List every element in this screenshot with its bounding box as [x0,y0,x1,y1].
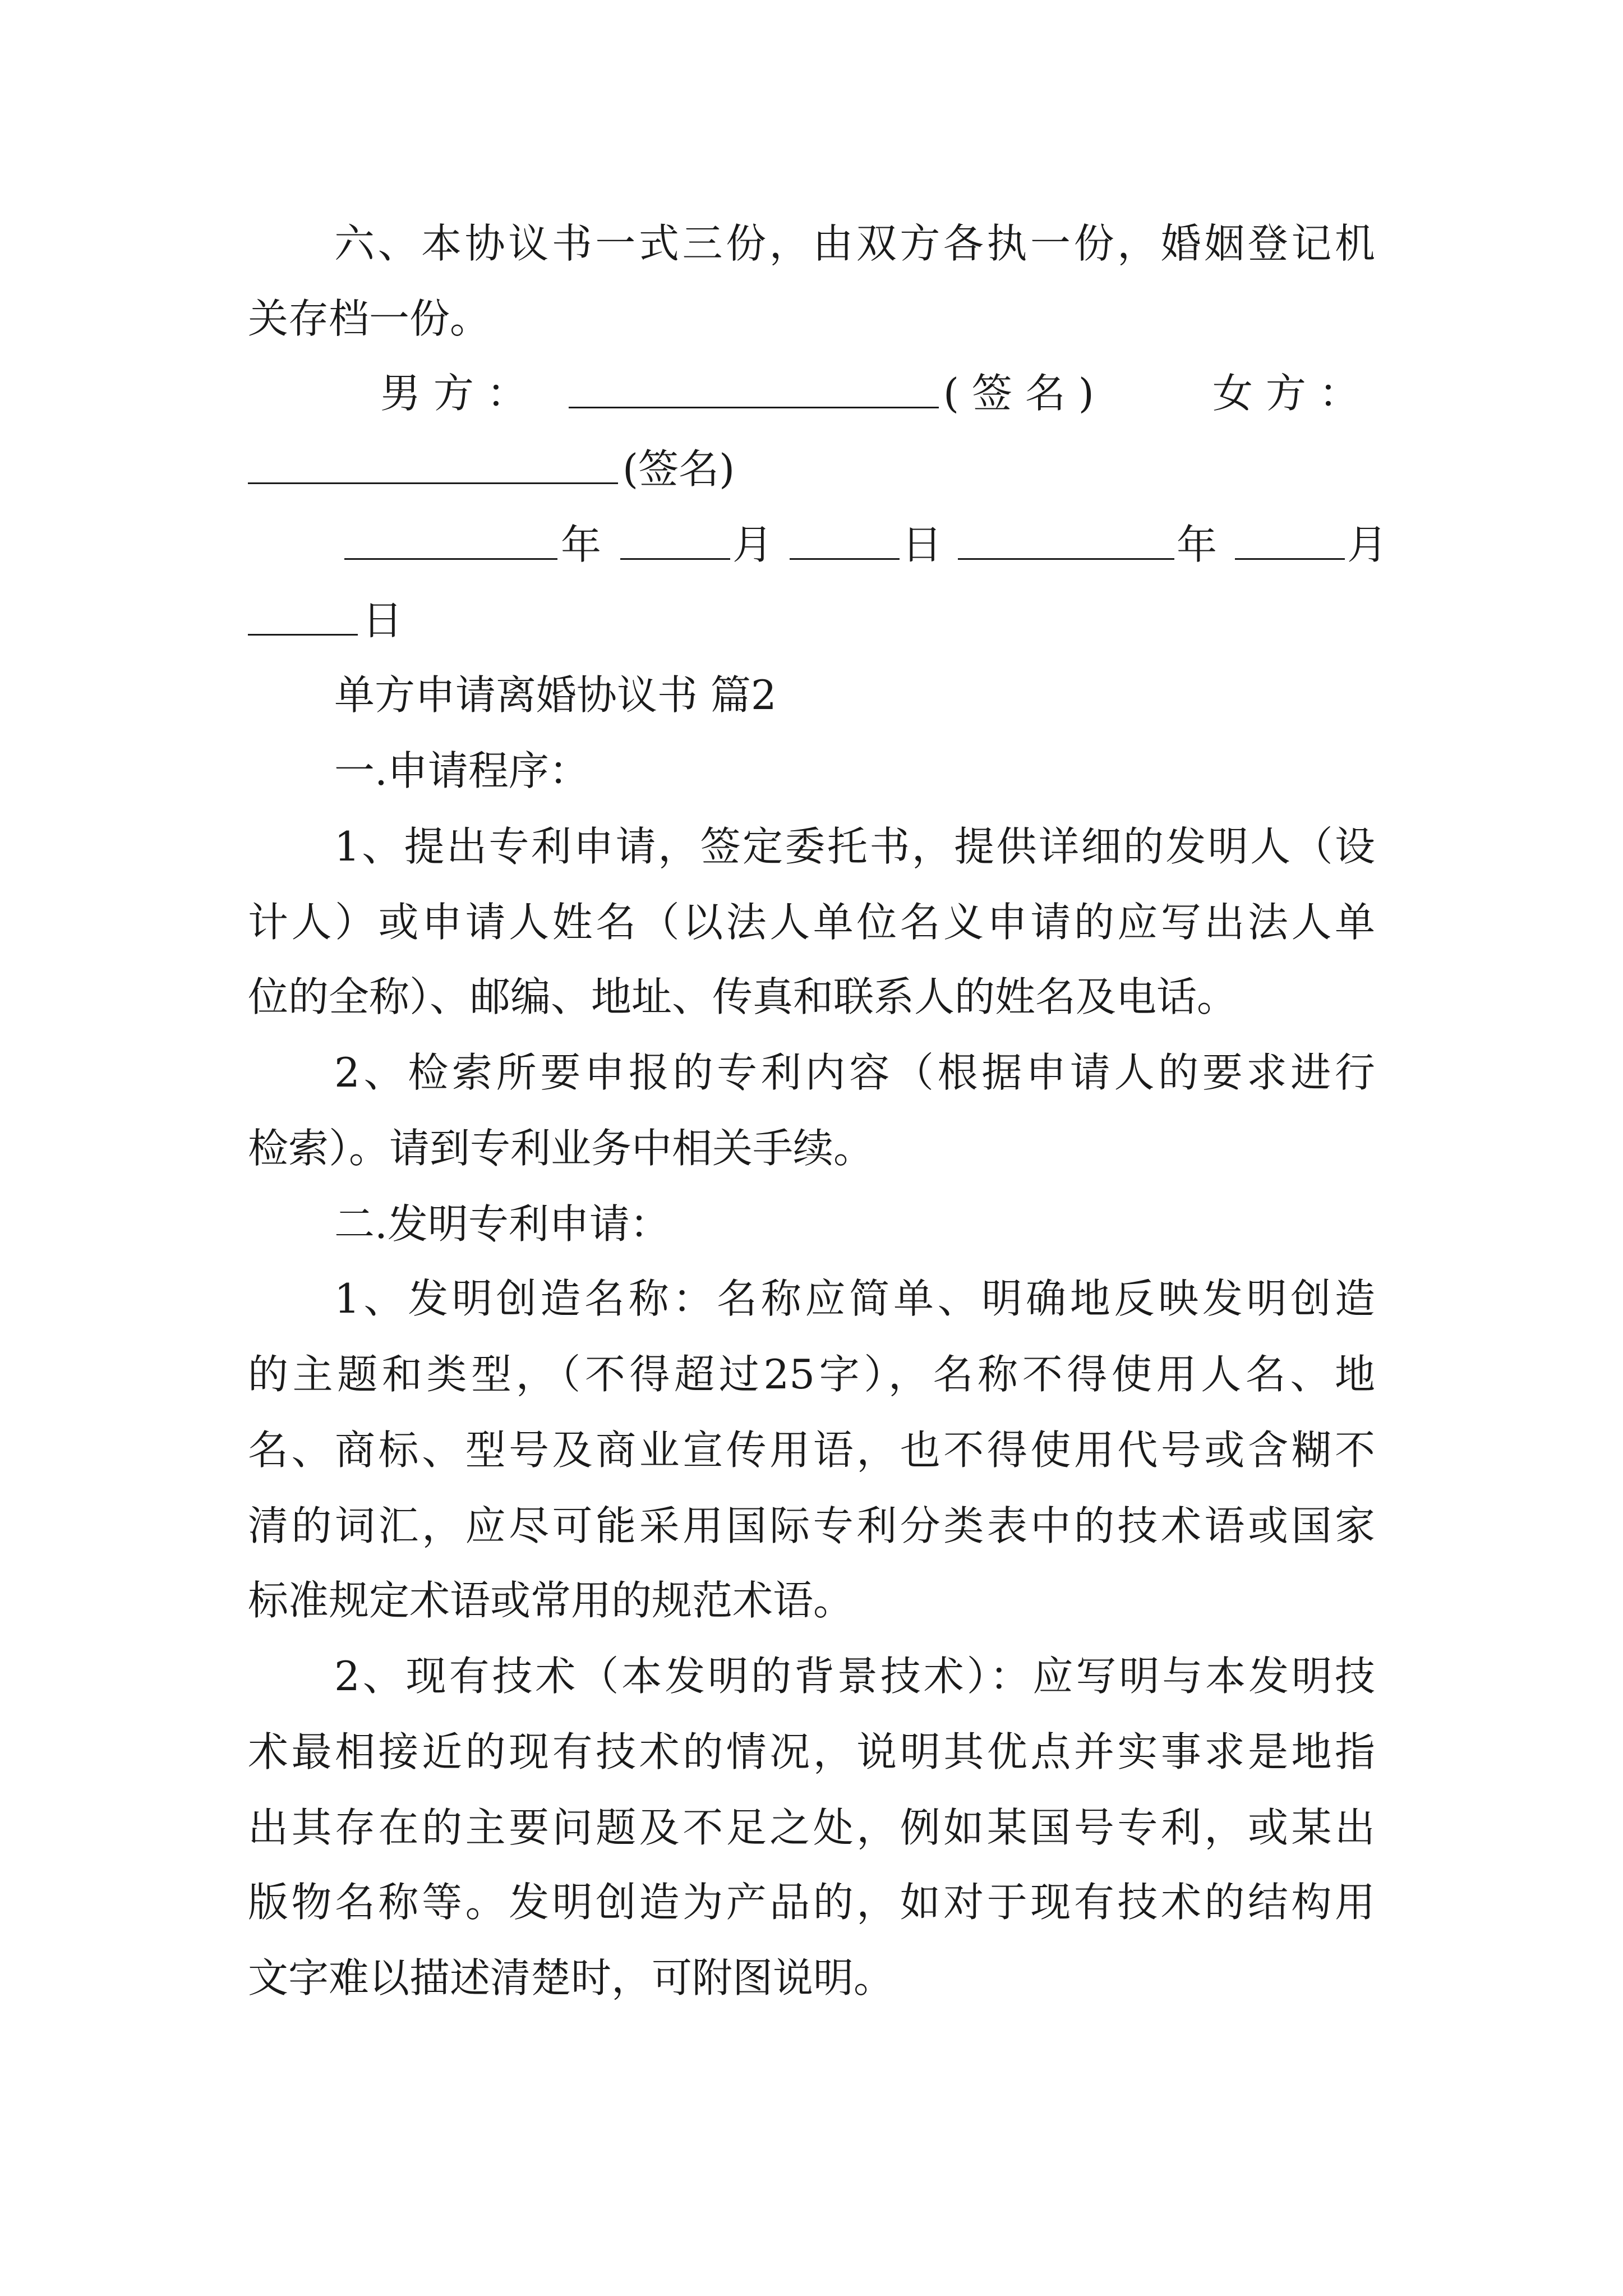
male-label: 男 方 ： [380,370,527,417]
year-label-2: 年 [1177,521,1218,568]
item2-1-line4: 清的词汇，应尽可能采用国际专利分类表中的技术语或国家 [248,1502,1375,1549]
item1-1-line3: 位的全称）、邮编、地址、传真和联系人的姓名及电话。 [248,973,1238,1020]
male-signature-blank [569,373,939,408]
item1-2-line2: 检索）。请到专利业务中相关手续。 [248,1125,874,1172]
item2-1-line3: 名、商标、型号及商业宣传用语，也不得使用代号或含糊不 [248,1427,1375,1474]
item1-2-line1: 2、检索所要申报的专利内容（根据申请人的要求进行 [334,1049,1375,1096]
item2-2-line5: 文字难以描述清楚时，可附图说明。 [248,1954,895,2001]
item2-2-line3: 出其存在的主要问题及不足之处，例如某国号专利，或某出 [248,1804,1375,1851]
year-blank-1 [344,524,557,560]
year-label-1: 年 [561,521,602,568]
day-blank-2 [248,600,358,636]
clause6-line1: 六、本协议书一式三份，由双方各执一份，婚姻登记机 [334,220,1375,267]
item2-2-line4: 版物名称等。发明创造为产品的，如对于现有技术的结构用 [248,1879,1375,1926]
female-label: 女 方 ： [1212,370,1359,417]
item1-1-line2: 计人）或申请人姓名（以法人单位名义申请的应写出法人单 [248,899,1375,946]
part2-heading: 二.发明专利申请： [334,1200,670,1248]
day-blank-1 [790,524,900,560]
year-blank-2 [958,524,1174,560]
month-blank-1 [620,524,730,560]
item2-1-line5: 标准规定术语或常用的规范术语。 [248,1577,854,1624]
item2-1-line1: 1、发明创造名称：名称应简单、明确地反映发明创造 [334,1275,1375,1322]
item2-2-line1: 2、现有技术（本发明的背景技术）：应写明与本发明技 [334,1653,1375,1700]
month-label-1: 月 [732,521,773,568]
female-signature-blank [248,449,618,484]
item2-2-line2: 术最相接近的现有技术的情况，说明其优点并实事求是地指 [248,1728,1375,1775]
item2-1-line2: 的主题和类型，（不得超过25字），名称不得使用人名、地 [248,1351,1375,1398]
clause6-line2: 关存档一份。 [248,295,491,342]
item1-1-line1: 1、提出专利申请，签定委托书，提供详细的发明人（设 [334,823,1375,870]
day-label-1: 日 [902,521,943,568]
sign-label-2: (签名) [623,445,735,493]
month-label-2: 月 [1347,521,1388,568]
part1-heading: 一.申请程序： [334,747,589,794]
month-blank-2 [1235,524,1345,560]
section-title: 单方申请离婚协议书 篇2 [334,671,777,719]
sign-label-1: ( 签 名 ) [943,370,1094,417]
day-label-2: 日 [362,597,403,644]
